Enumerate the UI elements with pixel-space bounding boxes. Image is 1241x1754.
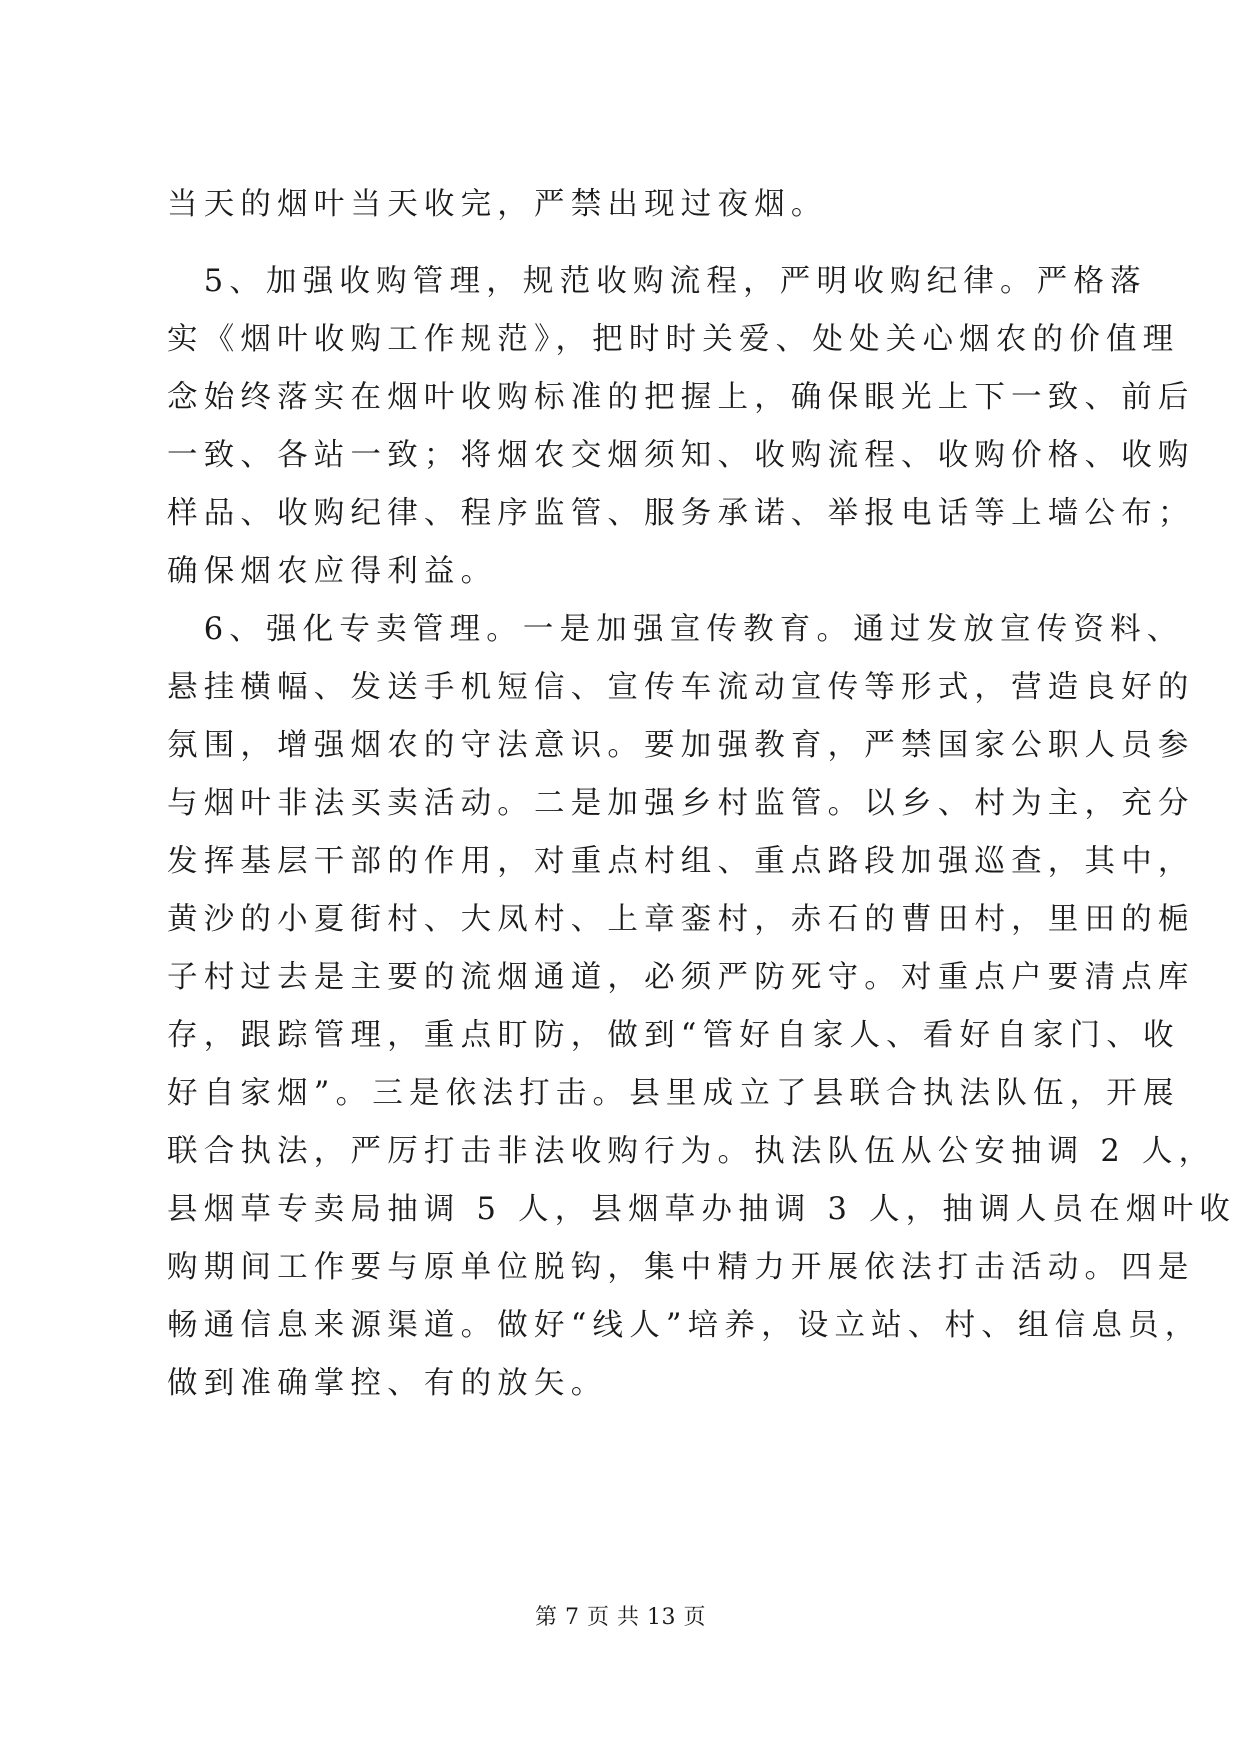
text-line: 5、加强收购管理，规范收购流程，严明收购纪律。严格落: [167, 264, 1147, 299]
text-line: 购期间工作要与原单位脱钩，集中精力开展依法打击活动。四是: [167, 1250, 1195, 1285]
text-line: 确保烟农应得利益。: [167, 554, 498, 589]
text-line: 好自家烟”。三是依法打击。县里成立了县联合执法队伍，开展: [167, 1076, 1180, 1111]
text-line: 县烟草专卖局抽调 5 人，县烟草办抽调 3 人，抽调人员在烟叶收: [167, 1192, 1236, 1227]
text-line: 悬挂横幅、发送手机短信、宣传车流动宣传等形式，营造良好的: [167, 670, 1195, 705]
text-line: 样品、收购纪律、程序监管、服务承诺、举报电话等上墙公布；: [167, 496, 1195, 531]
text-line: 发挥基层干部的作用，对重点村组、重点路段加强巡查，其中，: [167, 844, 1195, 879]
text-line: 做到准确掌控、有的放矢。: [167, 1366, 608, 1401]
text-line: 与烟叶非法买卖活动。二是加强乡村监管。以乡、村为主，充分: [167, 786, 1195, 821]
text-line: 联合执法，严厉打击非法收购行为。执法队伍从公安抽调 2 人，: [167, 1134, 1216, 1169]
text-line: 子村过去是主要的流烟通道，必须严防死守。对重点户要清点库: [167, 960, 1195, 995]
page-number-footer: 第 7 页 共 13 页: [535, 1605, 706, 1630]
text-line: 一致、各站一致；将烟农交烟须知、收购流程、收购价格、收购: [167, 438, 1195, 473]
text-line: 黄沙的小夏街村、大凤村、上章銮村，赤石的曹田村，里田的梔: [167, 902, 1195, 937]
text-line: 畅通信息来源渠道。做好“线人”培养，设立站、村、组信息员，: [167, 1308, 1202, 1343]
text-line: 念始终落实在烟叶收购标准的把握上，确保眼光上下一致、前后: [167, 380, 1195, 415]
text-line: 氛围，增强烟农的守法意识。要加强教育，严禁国家公职人员参: [167, 728, 1195, 763]
text-line: 存，跟踪管理，重点盯防，做到“管好自家人、看好自家门、收: [167, 1018, 1180, 1053]
text-line: 实《烟叶收购工作规范》，把时时关爱、处处关心烟农的价值理: [167, 322, 1180, 357]
text-line: 当天的烟叶当天收完，严禁出现过夜烟。: [167, 187, 828, 222]
text-line: 6、强化专卖管理。一是加强宣传教育。通过发放宣传资料、: [167, 612, 1184, 647]
